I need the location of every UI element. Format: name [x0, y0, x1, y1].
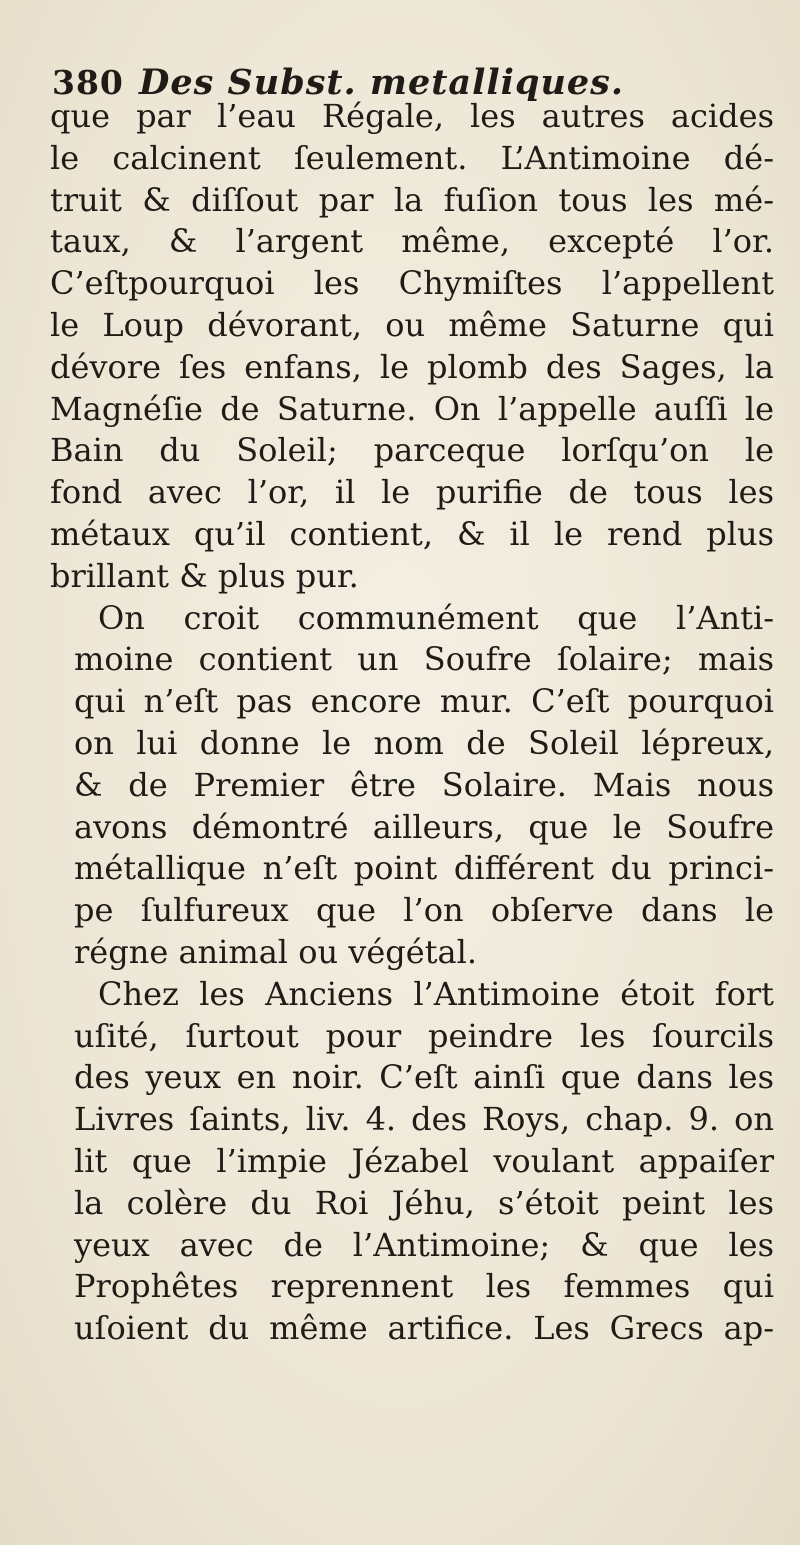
- text-line: avons démontré ailleurs, que le Soufre: [74, 807, 774, 846]
- text-line: régne animal ou végétal.: [74, 932, 478, 971]
- text-line: le calcinent ſeulement. L’Antimoine dé-: [50, 138, 774, 177]
- running-head: Des Subst. metalliques.: [138, 62, 625, 103]
- paragraph-3: [50, 974, 774, 1350]
- body-text: [50, 96, 774, 1350]
- text-line: Bain du Soleil; parceque lorſqu’on le: [50, 431, 774, 470]
- text-line: & de Premier être Solaire. Mais nous: [74, 765, 774, 804]
- text-line: On croit communément que l’Anti-: [98, 598, 774, 637]
- text-line: qui n’eſt pas encore mur. C’eſt pourquoi: [74, 682, 774, 721]
- text-line: métaux qu’il contient, & il le rend plus: [50, 514, 774, 553]
- text-line: moine contient un Soufre ſolaire; mais: [74, 640, 774, 679]
- text-line: dévore ſes enfans, le plomb des Sages, la: [50, 347, 774, 386]
- text-line: brillant & plus pur.: [50, 556, 359, 595]
- page-number: 380: [52, 63, 124, 102]
- text-line: taux, & l’argent même, excepté l’or.: [50, 222, 774, 261]
- text-line: métallique n’eſt point différent du princi-: [74, 849, 774, 888]
- text-line: fond avec l’or, il le purifie de tous les: [50, 473, 774, 512]
- text-line: la colère du Roi Jéhu, s’étoit peint les: [74, 1183, 774, 1222]
- text-line: pe ſulfureux que l’on obſerve dans le: [74, 891, 774, 930]
- text-line: Magnéſie de Saturne. On l’appelle auſſi le: [50, 389, 774, 428]
- text-line: lit que l’impie Jézabel voulant appaiſer: [74, 1141, 774, 1180]
- text-line: des yeux en noir. C’eſt ainſi que dans les: [74, 1058, 774, 1097]
- paragraph-2: [50, 598, 774, 974]
- paragraph-1: [50, 96, 774, 598]
- text-line: que par l’eau Régale, les autres acides: [50, 97, 774, 135]
- text-line: Chez les Anciens l’Antimoine étoit fort: [98, 974, 774, 1013]
- text-line: C’eſtpourquoi les Chymiſtes l’appellent: [50, 264, 774, 303]
- text-line: yeux avec de l’Antimoine; & que les: [74, 1225, 774, 1264]
- text-line: le Loup dévorant, ou même Saturne qui: [50, 305, 774, 344]
- text-line: uſité, ſurtout pour peindre les ſourcils: [74, 1016, 774, 1055]
- text-line: uſoient du même artifice. Les Grecs ap-: [74, 1309, 774, 1348]
- text-line: on lui donne le nom de Soleil lépreux,: [74, 723, 774, 762]
- text-line: Livres ſaints, liv. 4. des Roys, chap. 9. on: [74, 1100, 774, 1139]
- text-line: truit & diſſout par la fuſion tous les mé-: [50, 180, 774, 219]
- text-line: Prophêtes reprennent les femmes qui: [74, 1267, 774, 1306]
